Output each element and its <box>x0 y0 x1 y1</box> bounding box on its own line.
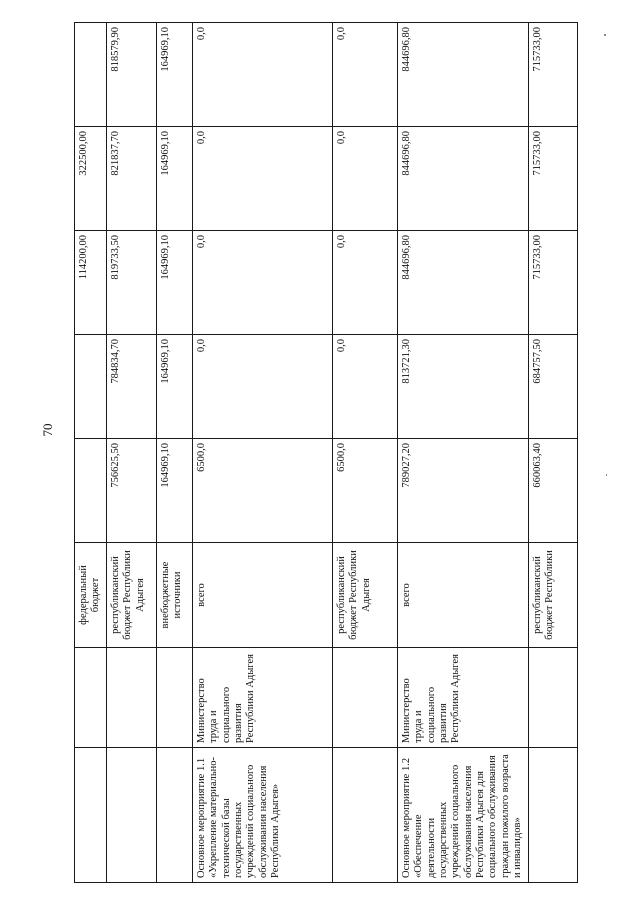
executor-cell <box>156 648 192 748</box>
table-row <box>75 23 107 883</box>
executor-cell <box>332 648 397 748</box>
table-row <box>156 23 192 883</box>
executor-cell: Министерство труда и социального развития Республики Адыгея <box>397 648 528 748</box>
funding-source-cell: внебюджетные источники <box>156 543 192 648</box>
budget-table <box>74 22 578 883</box>
value-cell: 844696,80 <box>397 23 528 127</box>
value-cell: 0,0 <box>332 335 397 439</box>
funding-source-cell: всего <box>192 543 332 648</box>
table-row <box>106 23 156 883</box>
value-cell: 0,0 <box>192 231 332 335</box>
value-cell: 715733,00 <box>528 23 577 127</box>
value-cell: 164969,10 <box>156 439 192 543</box>
event-name-cell <box>332 748 397 883</box>
event-name-cell <box>75 748 107 883</box>
funding-source-cell: федеральный бюджет <box>75 543 107 648</box>
value-cell: 0,0 <box>192 23 332 127</box>
value-cell: 660063,40 <box>528 439 577 543</box>
table-row <box>332 23 397 883</box>
value-cell: 114200,00 <box>75 231 107 335</box>
table-row <box>528 23 577 883</box>
value-cell: 164969,10 <box>156 335 192 439</box>
value-cell: 6500,0 <box>192 439 332 543</box>
value-cell: 684757,50 <box>528 335 577 439</box>
funding-source-cell: республиканский бюджет Республики Адыгея <box>106 543 156 648</box>
funding-source-cell: всего <box>397 543 528 648</box>
value-cell <box>75 23 107 127</box>
value-cell: 813721,30 <box>397 335 528 439</box>
value-cell: 715733,00 <box>528 231 577 335</box>
executor-cell: Министерство труда и социального развития Республики Адыгея <box>192 648 332 748</box>
value-cell: 322500,00 <box>75 127 107 231</box>
value-cell: 0,0 <box>192 127 332 231</box>
value-cell: 844696,80 <box>397 231 528 335</box>
page-number: 70 <box>40 423 55 437</box>
table-row <box>192 23 332 883</box>
event-name-cell: Основное мероприятие 1.2 «Обеспечение деятельности государственных учреждений социального обслуживания населения Республики Адыгея для социального обслуживания граждан пожилого возраста и инвалидов» <box>397 748 528 883</box>
value-cell: 164969,10 <box>156 23 192 127</box>
event-name-cell <box>528 748 577 883</box>
value-cell: 164969,10 <box>156 231 192 335</box>
funding-source-cell: республиканский бюджет Республики <box>528 543 577 648</box>
value-cell <box>75 335 107 439</box>
value-cell: 756625,50 <box>106 439 156 543</box>
scan-mark <box>606 474 607 476</box>
value-cell: 0,0 <box>332 127 397 231</box>
value-cell: 0,0 <box>192 335 332 439</box>
table-body <box>75 23 578 883</box>
value-cell: 0,0 <box>332 23 397 127</box>
scan-mark <box>604 34 606 36</box>
value-cell: 818579,90 <box>106 23 156 127</box>
value-cell <box>75 439 107 543</box>
value-cell: 6500,0 <box>332 439 397 543</box>
event-name-cell <box>106 748 156 883</box>
table-row <box>397 23 528 883</box>
value-cell: 821837,70 <box>106 127 156 231</box>
event-name-cell <box>156 748 192 883</box>
event-name-cell: Основное мероприятие 1.1 «Укрепление материально-технической базы государственных учреждений социального обслуживания населения Республики Адыгея» <box>192 748 332 883</box>
value-cell: 844696,80 <box>397 127 528 231</box>
value-cell: 819733,50 <box>106 231 156 335</box>
executor-cell <box>528 648 577 748</box>
funding-source-cell: республиканский бюджет Республики Адыгея <box>332 543 397 648</box>
value-cell: 789027,20 <box>397 439 528 543</box>
value-cell: 164969,10 <box>156 127 192 231</box>
value-cell: 0,0 <box>332 231 397 335</box>
value-cell: 715733,00 <box>528 127 577 231</box>
value-cell: 784834,70 <box>106 335 156 439</box>
executor-cell <box>106 648 156 748</box>
rotated-table-wrapper <box>74 23 564 883</box>
executor-cell <box>75 648 107 748</box>
